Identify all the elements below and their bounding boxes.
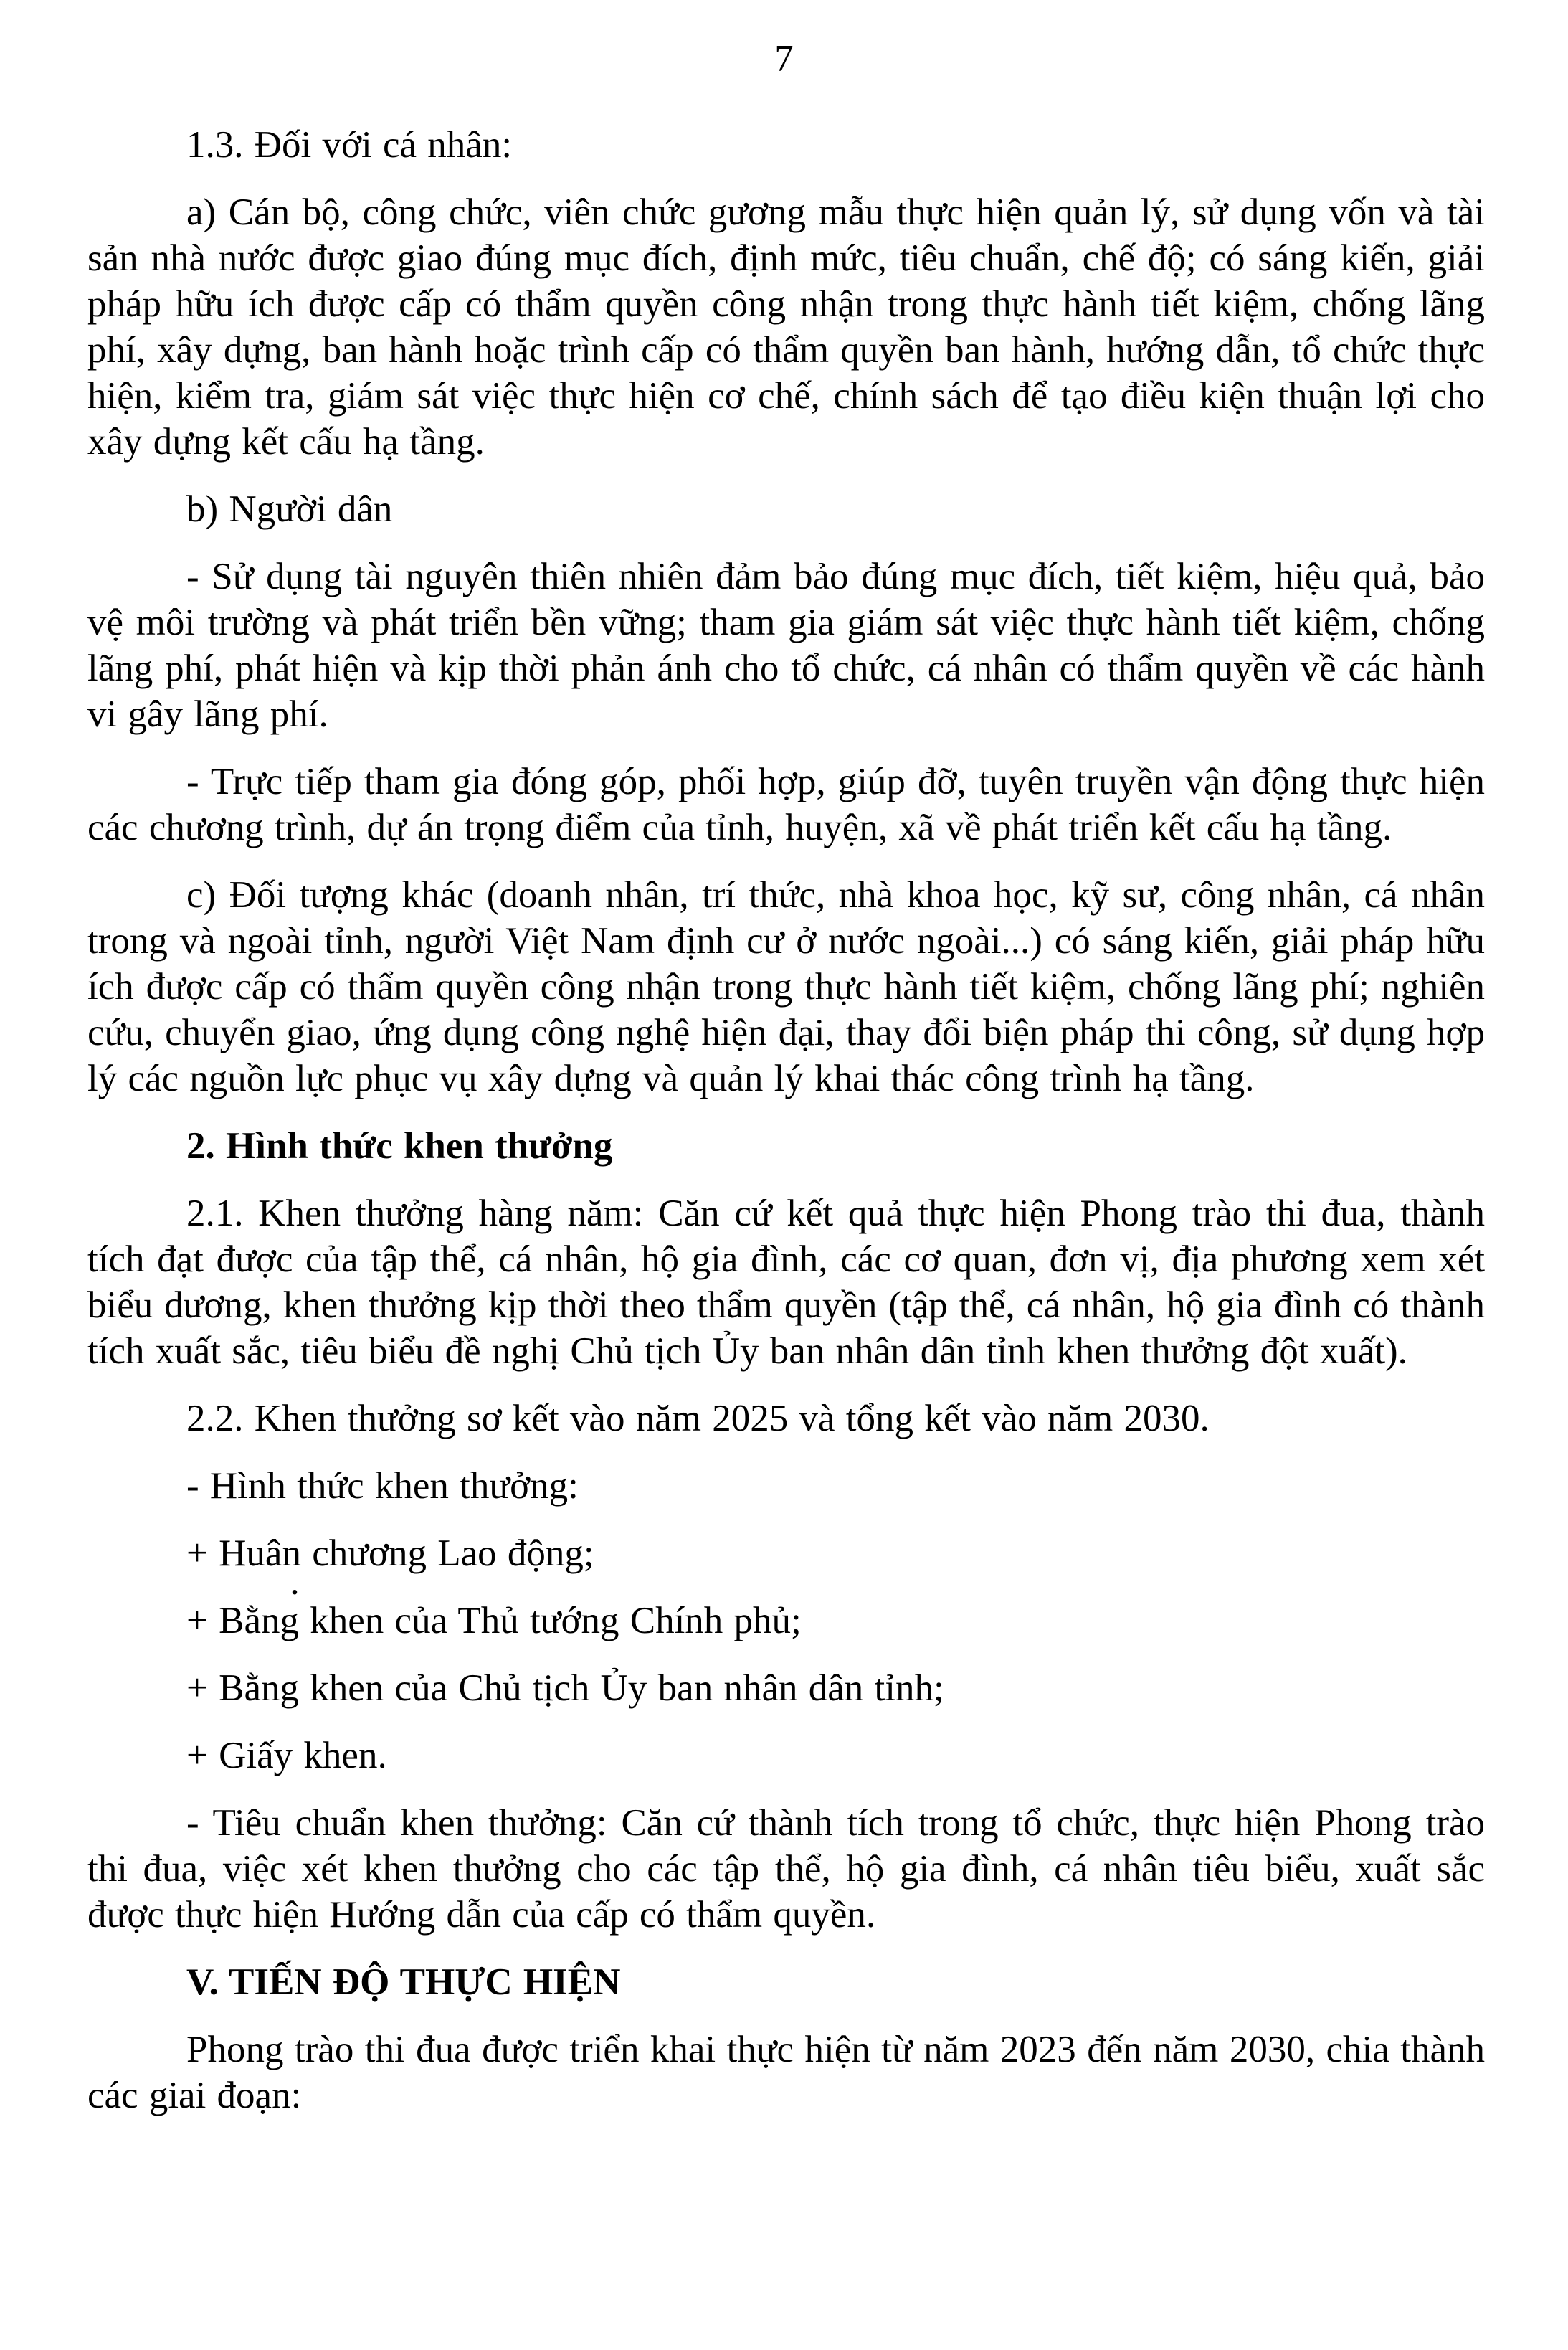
scan-artifact-dot: . — [291, 1568, 298, 1601]
item-huan-chuong-text: + Huân chương Lao động; — [186, 1532, 594, 1574]
section-v-heading: V. TIẾN ĐỘ THỰC HIỆN — [186, 1961, 621, 2003]
document-body — [87, 122, 1485, 2118]
paragraph-c-other-subjects: c) Đối tượng khác (doanh nhân, trí thức, nhà khoa học, kỹ sư, công nhân, cá nhân trong và ngoài tỉnh, người Việt Nam định cư ở nước ngoài...) có sáng kiến, giải pháp hữu ích được cấp có thẩm quyền công nhận trong thực hành tiết kiệm, chống lãng phí; nghiên cứu, chuyển giao, ứng dụng công nghệ hiện đại, thay đổi biện pháp thi công, sử dụng hợp lý các nguồn lực phục vụ xây dựng và quản lý khai thác công trình hạ tầng. — [87, 874, 1485, 1099]
line-reward-forms-label: - Hình thức khen thưởng: — [186, 1465, 579, 1507]
section-2-heading: 2. Hình thức khen thưởng — [186, 1125, 613, 1167]
paragraph-a-officials: a) Cán bộ, công chức, viên chức gương mẫu thực hiện quản lý, sử dụng vốn và tài sản nhà nước được giao đúng mục đích, định mức, tiêu chuẩn, chế độ; có sáng kiến, giải pháp hữu ích được cấp có thẩm quyền công nhận trong thực hành tiết kiệm, chống lãng phí, xây dựng, ban hành hoặc trình cấp có thẩm quyền ban hành, hướng dẫn, tổ chức thực hiện, kiểm tra, giám sát việc thực hiện cơ chế, chính sách để tạo điều kiện thuận lợi cho xây dựng kết cấu hạ tầng. — [87, 191, 1485, 463]
paragraph-2-2-milestone-reward: 2.2. Khen thưởng sơ kết vào năm 2025 và tổng kết vào năm 2030. — [186, 1398, 1210, 1439]
item-bang-khen-chu-tich: + Bằng khen của Chủ tịch Ủy ban nhân dân tỉnh; — [186, 1667, 944, 1709]
item-huan-chuong-lao-dong — [87, 1530, 1485, 1601]
paragraph-b-dash-resources: - Sử dụng tài nguyên thiên nhiên đảm bảo đúng mục đích, tiết kiệm, hiệu quả, bảo vệ môi trường và phát triển bền vững; tham gia giám sát việc thực hành tiết kiệm, chống lãng phí, phát hiện và kịp thời phản ánh cho tổ chức, cá nhân có thẩm quyền về các hành vi gây lãng phí. — [87, 556, 1485, 735]
paragraph-reward-criteria: - Tiêu chuẩn khen thưởng: Căn cứ thành tích trong tổ chức, thực hiện Phong trào thi đua, việc xét khen thưởng cho các tập thể, hộ gia đình, cá nhân tiêu biểu, xuất sắc được thực hiện Hướng dẫn của cấp có thẩm quyền. — [87, 1802, 1485, 1936]
paragraph-v-intro: Phong trào thi đua được triển khai thực hiện từ năm 2023 đến năm 2030, chia thành các giai đoạn: — [87, 2029, 1485, 2116]
item-giay-khen: + Giấy khen. — [186, 1735, 387, 1776]
page-number: 7 — [774, 38, 794, 80]
item-bang-khen-thu-tuong: + Bằng khen của Thủ tướng Chính phủ; — [186, 1600, 802, 1641]
paragraph-2-1-annual-reward: 2.1. Khen thưởng hàng năm: Căn cứ kết quả thực hiện Phong trào thi đua, thành tích đạt được của tập thể, cá nhân, hộ gia đình, các cơ quan, đơn vị, địa phương xem xét biểu dương, khen thưởng kịp thời theo thẩm quyền (tập thể, cá nhân, hộ gia đình có thành tích xuất sắc, tiêu biểu đề nghị Chủ tịch Ủy ban nhân dân tỉnh khen thưởng đột xuất). — [87, 1193, 1485, 1372]
section-1-3-heading: 1.3. Đối với cá nhân: — [186, 124, 513, 166]
paragraph-b-heading: b) Người dân — [186, 488, 393, 530]
paragraph-b-dash-participation: - Trực tiếp tham gia đóng góp, phối hợp, giúp đỡ, tuyên truyền vận động thực hiện các chương trình, dự án trọng điểm của tỉnh, huyện, xã về phát triển kết cấu hạ tầng. — [87, 761, 1485, 848]
